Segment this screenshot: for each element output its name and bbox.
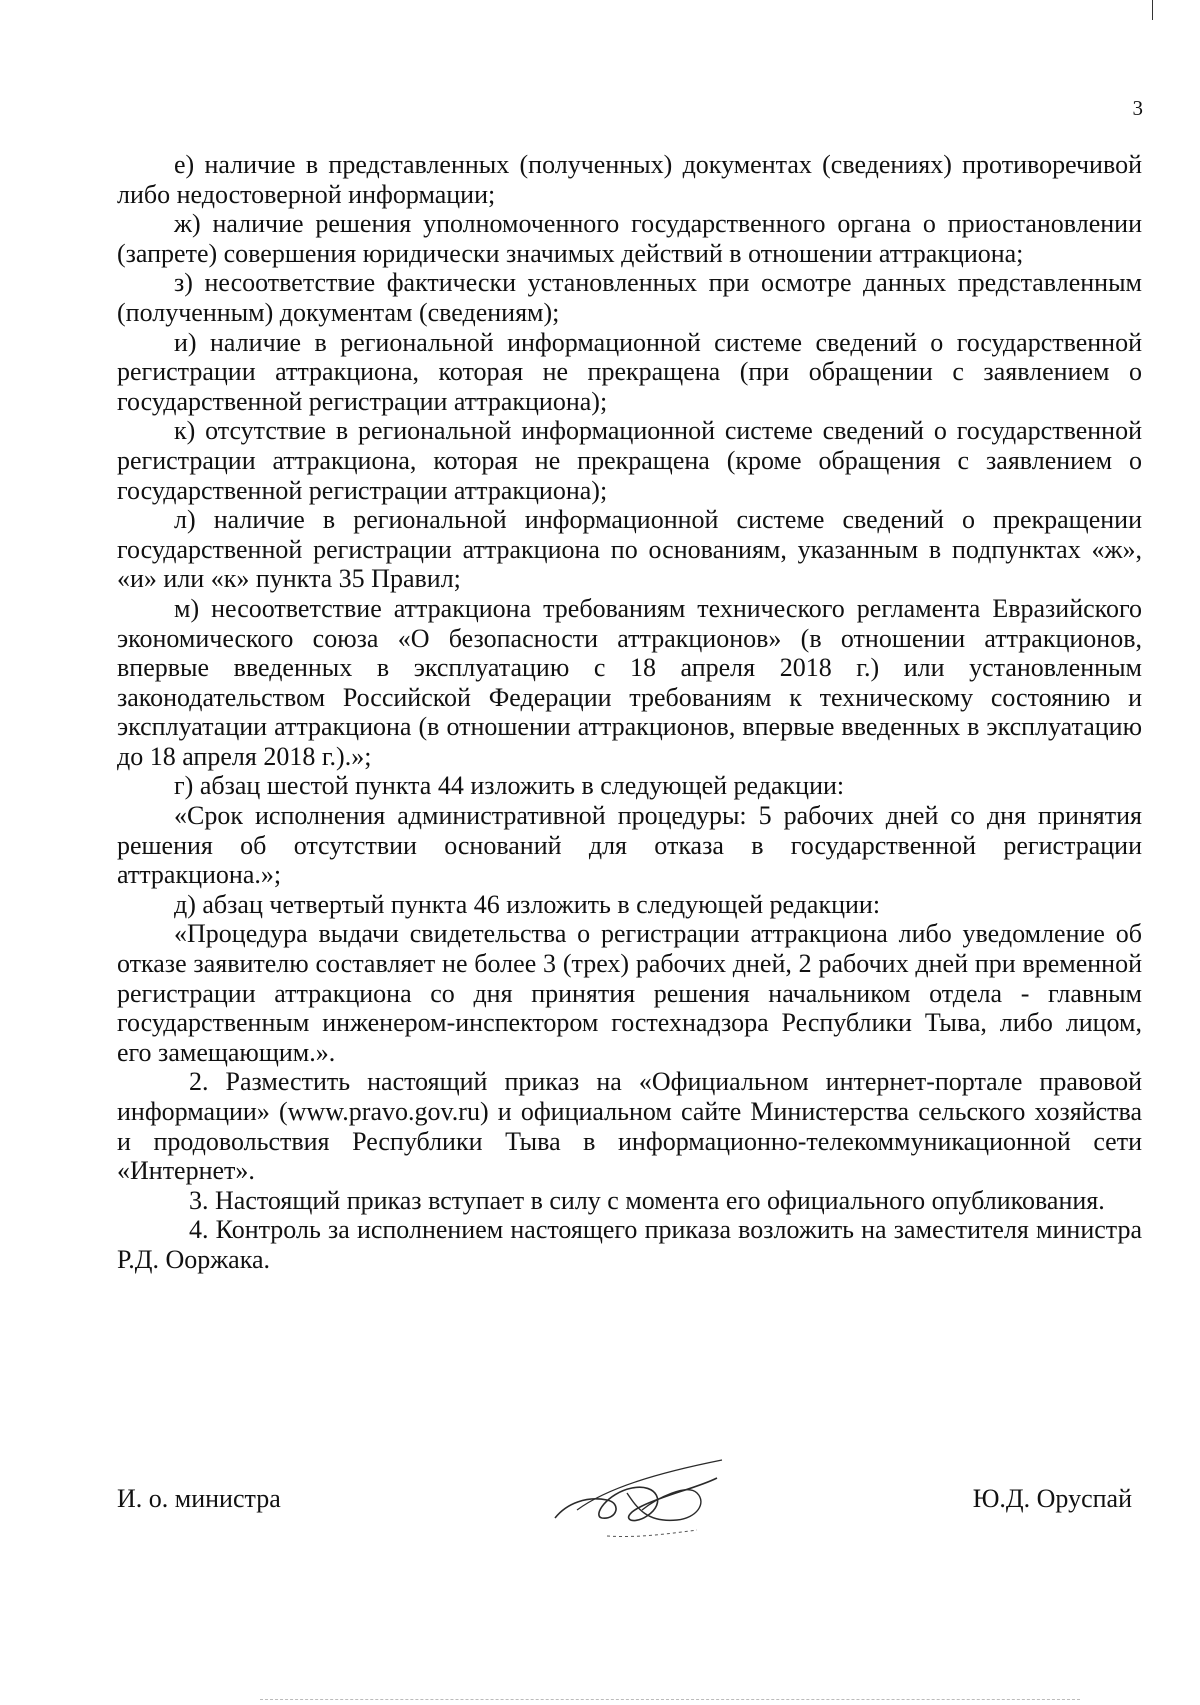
signatory-position: И. о. министра [117, 1484, 281, 1513]
paragraph-item-2: 2. Разместить настоящий приказ на «Официальном интернет-портале правовой информации» (www.pravo.gov.ru) и официальном сайте Министерства сельского хозяйства и продовольствия Республики Тыва в информационно-телекоммуникационной сети «Интернет». [117, 1067, 1142, 1186]
paragraph-item-4: 4. Контроль за исполнением настоящего приказа возложить на заместителя министра Р.Д. Ооржака. [117, 1215, 1142, 1274]
signatory-name: Ю.Д. Оруспай [972, 1484, 1132, 1513]
paragraph-d: д) абзац четвертый пункта 46 изложить в следующей редакции: [174, 889, 881, 919]
paragraph-zh: ж) наличие решения уполномоченного государственного органа о приостановлении (запрете) совершения юридически значимых действий в отношении аттракциона; [117, 209, 1142, 268]
paragraph-e: е) наличие в представленных (полученных) документах (сведениях) противоречивой либо недостоверной информации; [117, 150, 1142, 209]
paragraph-l: л) наличие в региональной информационной системе сведений о прекращении государственной регистрации аттракциона по основаниям, указанным в подпунктах «ж», «и» или «к» пункта 35 Правил; [117, 505, 1142, 594]
paragraph-procedure-quote: «Процедура выдачи свидетельства о регистрации аттракциона либо уведомление об отказе заявителю составляет не более 3 (трех) рабочих дней, 2 рабочих дней при временной регистрации аттракциона со дня принятия решения начальником отдела - главным государственным инженером-инспектором гостехнадзора Республики Тыва, либо лицом, его замещающим.». [117, 919, 1142, 1067]
scan-bottom-edge [260, 1699, 1080, 1701]
paragraph-m: м) несоответствие аттракциона требованиям технического регламента Евразийского экономического союза «О безопасности аттракционов» (в отношении аттракционов, впервые введенных в эксплуатацию с 18 апреля 2018 г.) или установленным законодательством Российской Федерации требованиям к техническому состоянию и эксплуатации аттракциона (в отношении аттракционов, впервые введенных в эксплуатацию до 18 апреля 2018 г.).»; [117, 593, 1142, 771]
signature-block [117, 1448, 1132, 1548]
handwritten-signature [547, 1448, 737, 1543]
document-body [117, 150, 1142, 1275]
scan-edge-mark [1152, 0, 1153, 20]
paragraph-deadline-quote: «Срок исполнения административной процедуры: 5 рабочих дней со дня принятия решения об отсутствии оснований для отказа в государственной регистрации аттракциона.»; [117, 801, 1142, 890]
paragraph-g: г) абзац шестой пункта 44 изложить в следующей редакции: [174, 771, 845, 801]
paragraph-k: к) отсутствие в региональной информационной системе сведений о государственной регистрации аттракциона, которая не прекращена (кроме обращения с заявлением о государственной регистрации аттракциона); [117, 416, 1142, 505]
paragraph-z: з) несоответствие фактически установленных при осмотре данных представленным (полученным) документам (сведениям); [117, 268, 1142, 327]
page-number: 3 [1132, 96, 1143, 120]
paragraph-item-3: 3. Настоящий приказ вступает в силу с момента его официального опубликования. [189, 1185, 1105, 1215]
paragraph-i: и) наличие в региональной информационной системе сведений о государственной регистрации аттракциона, которая не прекращена (при обращении с заявлением о государственной регистрации аттракциона); [117, 327, 1142, 416]
